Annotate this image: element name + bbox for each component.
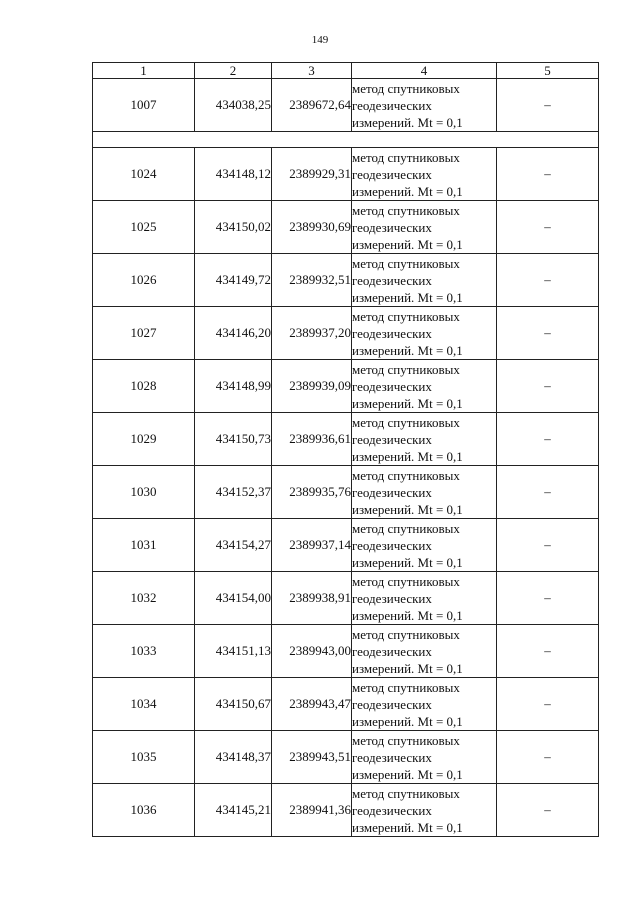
coordinate-y: 2389937,20 (272, 307, 352, 360)
point-number: 1034 (93, 678, 195, 731)
method-line-2: геодезических (352, 696, 432, 712)
method-line-3: измерений. Mt = 0,1 (352, 183, 463, 199)
coordinate-y: 2389939,09 (272, 360, 352, 413)
coordinate-x: 434151,13 (195, 625, 272, 678)
point-number: 1027 (93, 307, 195, 360)
method-description (352, 731, 497, 784)
method-line-2: геодезических (352, 431, 432, 447)
method-description (352, 360, 497, 413)
method-description (352, 466, 497, 519)
coordinate-x: 434145,21 (195, 784, 272, 837)
method-description (352, 413, 497, 466)
point-number: 1030 (93, 466, 195, 519)
table-row (93, 201, 599, 254)
method-line-1: метод спутниковых (352, 573, 460, 589)
point-number: 1024 (93, 148, 195, 201)
table-row (93, 148, 599, 201)
coordinates-table (92, 62, 599, 837)
method-line-1: метод спутниковых (352, 679, 460, 695)
method-line-2: геодезических (352, 590, 432, 606)
note-cell: – (497, 625, 599, 678)
method-description (352, 572, 497, 625)
coordinate-y: 2389937,14 (272, 519, 352, 572)
note-cell: – (497, 254, 599, 307)
table-row (93, 413, 599, 466)
method-line-3: измерений. Mt = 0,1 (352, 554, 463, 570)
note-cell: – (497, 307, 599, 360)
method-line-1: метод спутниковых (352, 149, 460, 165)
spacer-row (93, 132, 599, 148)
method-description (352, 148, 497, 201)
table-row (93, 678, 599, 731)
method-line-2: геодезических (352, 643, 432, 659)
coordinate-x: 434148,37 (195, 731, 272, 784)
method-line-1: метод спутниковых (352, 626, 460, 642)
coordinate-x: 434154,00 (195, 572, 272, 625)
method-line-1: метод спутниковых (352, 467, 460, 483)
coordinate-x: 434148,99 (195, 360, 272, 413)
point-number: 1029 (93, 413, 195, 466)
method-line-1: метод спутниковых (352, 80, 460, 96)
method-line-3: измерений. Mt = 0,1 (352, 236, 463, 252)
method-line-2: геодезических (352, 166, 432, 182)
note-cell: – (497, 79, 599, 132)
method-line-2: геодезических (352, 325, 432, 341)
note-cell: – (497, 519, 599, 572)
coordinate-y: 2389932,51 (272, 254, 352, 307)
method-line-2: геодезических (352, 537, 432, 553)
table-row (93, 307, 599, 360)
coordinate-x: 434038,25 (195, 79, 272, 132)
coordinate-x: 434146,20 (195, 307, 272, 360)
method-line-1: метод спутниковых (352, 255, 460, 271)
note-cell: – (497, 413, 599, 466)
point-number: 1035 (93, 731, 195, 784)
note-cell: – (497, 148, 599, 201)
coordinate-y: 2389936,61 (272, 413, 352, 466)
note-cell: – (497, 201, 599, 254)
method-line-1: метод спутниковых (352, 785, 460, 801)
coordinate-x: 434149,72 (195, 254, 272, 307)
coordinate-y: 2389938,91 (272, 572, 352, 625)
method-line-3: измерений. Mt = 0,1 (352, 819, 463, 835)
point-number: 1026 (93, 254, 195, 307)
column-header-2: 2 (195, 63, 272, 79)
column-header-4: 4 (352, 63, 497, 79)
method-line-1: метод спутниковых (352, 520, 460, 536)
column-header-3: 3 (272, 63, 352, 79)
table-row (93, 79, 599, 132)
column-header-1: 1 (93, 63, 195, 79)
table-row (93, 466, 599, 519)
coordinate-x: 434152,37 (195, 466, 272, 519)
coordinate-x: 434154,27 (195, 519, 272, 572)
note-cell: – (497, 466, 599, 519)
table-row (93, 625, 599, 678)
method-line-1: метод спутниковых (352, 308, 460, 324)
method-line-2: геодезических (352, 97, 432, 113)
coordinate-y: 2389943,00 (272, 625, 352, 678)
point-number: 1025 (93, 201, 195, 254)
method-line-3: измерений. Mt = 0,1 (352, 660, 463, 676)
method-line-2: геодезических (352, 378, 432, 394)
method-line-2: геодезических (352, 749, 432, 765)
coordinate-y: 2389943,51 (272, 731, 352, 784)
method-line-3: измерений. Mt = 0,1 (352, 395, 463, 411)
method-line-3: измерений. Mt = 0,1 (352, 713, 463, 729)
method-description (352, 625, 497, 678)
coordinate-x: 434150,02 (195, 201, 272, 254)
column-header-5: 5 (497, 63, 599, 79)
point-number: 1036 (93, 784, 195, 837)
method-line-1: метод спутниковых (352, 202, 460, 218)
point-number: 1032 (93, 572, 195, 625)
table-header-row (93, 63, 599, 79)
method-line-3: измерений. Mt = 0,1 (352, 114, 463, 130)
method-description (352, 79, 497, 132)
method-line-3: измерений. Mt = 0,1 (352, 766, 463, 782)
point-number: 1007 (93, 79, 195, 132)
table-row (93, 731, 599, 784)
note-cell: – (497, 731, 599, 784)
table-row (93, 254, 599, 307)
method-line-1: метод спутниковых (352, 361, 460, 377)
coordinate-y: 2389672,64 (272, 79, 352, 132)
method-line-1: метод спутниковых (352, 414, 460, 430)
note-cell: – (497, 360, 599, 413)
method-line-3: измерений. Mt = 0,1 (352, 448, 463, 464)
method-description (352, 678, 497, 731)
method-description (352, 201, 497, 254)
method-line-3: измерений. Mt = 0,1 (352, 342, 463, 358)
coordinate-y: 2389941,36 (272, 784, 352, 837)
note-cell: – (497, 678, 599, 731)
point-number: 1031 (93, 519, 195, 572)
coordinate-y: 2389935,76 (272, 466, 352, 519)
page-number: 149 (311, 34, 329, 46)
method-description (352, 519, 497, 572)
table-row (93, 519, 599, 572)
method-line-2: геодезических (352, 484, 432, 500)
method-line-3: измерений. Mt = 0,1 (352, 501, 463, 517)
coordinate-y: 2389929,31 (272, 148, 352, 201)
method-line-3: измерений. Mt = 0,1 (352, 607, 463, 623)
table-row (93, 360, 599, 413)
note-cell: – (497, 572, 599, 625)
table-row (93, 572, 599, 625)
method-line-2: геодезических (352, 219, 432, 235)
method-line-2: геодезических (352, 272, 432, 288)
method-line-3: измерений. Mt = 0,1 (352, 289, 463, 305)
coordinate-y: 2389930,69 (272, 201, 352, 254)
spacer-cell (93, 132, 599, 148)
table-row (93, 784, 599, 837)
note-cell: – (497, 784, 599, 837)
point-number: 1033 (93, 625, 195, 678)
method-line-1: метод спутниковых (352, 732, 460, 748)
coordinate-y: 2389943,47 (272, 678, 352, 731)
coordinate-x: 434150,73 (195, 413, 272, 466)
point-number: 1028 (93, 360, 195, 413)
method-description (352, 307, 497, 360)
coordinate-x: 434150,67 (195, 678, 272, 731)
method-description (352, 784, 497, 837)
method-description (352, 254, 497, 307)
method-line-2: геодезических (352, 802, 432, 818)
coordinate-x: 434148,12 (195, 148, 272, 201)
